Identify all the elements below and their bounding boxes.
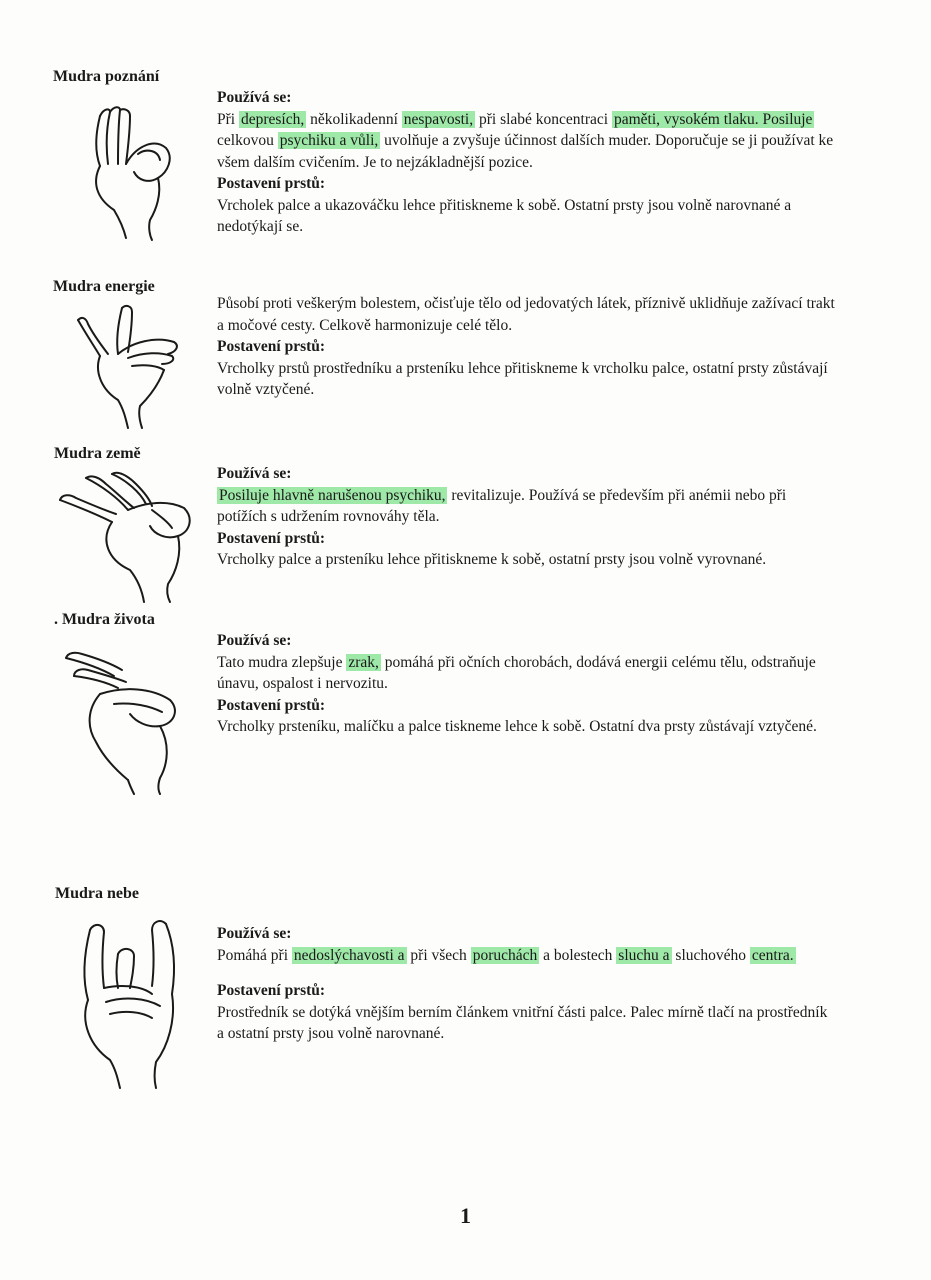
uses-text [217,945,837,967]
highlight: nedoslýchavosti a [293,946,405,964]
highlight: sluchu a [618,946,670,964]
hand-prithvi-mudra-icon [56,470,201,605]
hand-shunya-mudra-icon [66,914,196,1089]
position-text: Vrcholky prsteníku, malíčku a palce tiskneme lehce k sobě. Ostatní dva prsty zůstávají vztyčené. [217,718,817,735]
text-segment: uvolňuje a zvyšuje účinnost dalších muder. Doporučuje se ji používat ke všem dalším cvičením. Je to nejzákladnější pozice. [217,132,834,171]
mudra-description [217,293,837,401]
highlight: depresích, [240,110,305,128]
hand-prana-mudra-icon [60,646,195,796]
page-number: 1 [460,1203,471,1228]
hand-gyan-mudra-icon [78,102,188,242]
position-heading: Postavení prstů: [217,529,326,547]
uses-text [217,293,837,336]
text-segment: sluchového [671,946,750,964]
mudra-title: Mudra země [54,445,141,462]
position-heading: Postavení prstů: [217,338,326,355]
text-segment: několikadenní [306,110,402,128]
text-segment: Pomáhá při [217,946,292,964]
position-heading: Postavení prstů: [217,175,326,192]
position-text: Vrcholek palce a ukazováčku lehce přitiskneme k sobě. Ostatní prsty jsou volně narovnané a nedotýkají se. [217,196,792,235]
highlight: psychiku a vůli, [279,132,379,149]
spacer [217,966,837,980]
text-segment: a bolestech [539,946,617,964]
hand-apana-mudra-icon [72,300,187,430]
mudra-description [217,630,837,738]
text-segment: při slabé koncentraci [475,110,612,128]
text-segment: Tato mudra zlepšuje [217,653,347,671]
highlight: nespavosti, [403,110,474,128]
uses-text [217,109,837,174]
mudra-title: . Mudra života [54,611,155,628]
uses-heading: Používá se: [217,89,292,106]
mudra-description [217,463,837,571]
uses-heading: Používá se: [217,632,292,649]
text-segment: Při [217,110,239,128]
mudra-description [217,923,837,1045]
text-segment: pomáhá při očních chorobách, dodává energii celému tělu, odstraňuje únavu, ospalost i nervozitu. [217,653,816,692]
mudra-description [217,87,837,238]
highlight: centra. [751,946,794,964]
uses-text [217,652,837,695]
highlight: Posiluje hlavně narušenou psychiku, [219,486,446,504]
highlight: poruchách [472,946,538,964]
text-segment: revitalizuje. Používá se především při anémii nebo při potížích s udržením rovnováhy těla. [217,486,787,525]
text-segment: při všech [406,946,471,964]
mudra-title: Mudra energie [53,278,155,295]
mudra-title: Mudra nebe [55,885,139,902]
uses-text [217,485,837,528]
text-segment: celkovou [217,132,278,149]
position-heading: Postavení prstů: [217,696,326,714]
position-text: Prostředník se dotýká vnějším berním článkem vnitřní části palce. Palec mírně tlačí na prostředník a ostatní prsty jsou volně narovnané. [217,1003,828,1042]
position-text: Vrcholky palce a prsteníku lehce přitiskneme k sobě, ostatní prsty jsou volně vyrovnané. [217,551,767,568]
text-segment: Působí proti veškerým bolestem, očisťuje tělo od jedovatých látek, příznivě uklidňuje zažívací trakt a močové cesty. Celkově harmonizuje celé tělo. [217,295,835,334]
highlight: paměti, vysokém tlaku. Posiluje [613,110,813,128]
uses-heading: Používá se: [217,465,292,482]
position-text: Vrcholky prstů prostředníku a prsteníku lehce přitiskneme k vrcholku palce, ostatní prsty zůstávají volně vztyčené. [217,359,828,398]
highlight: zrak, [348,653,379,671]
position-heading: Postavení prstů: [217,982,326,999]
mudra-title: Mudra poznání [53,68,160,85]
uses-heading: Používá se: [217,925,292,942]
